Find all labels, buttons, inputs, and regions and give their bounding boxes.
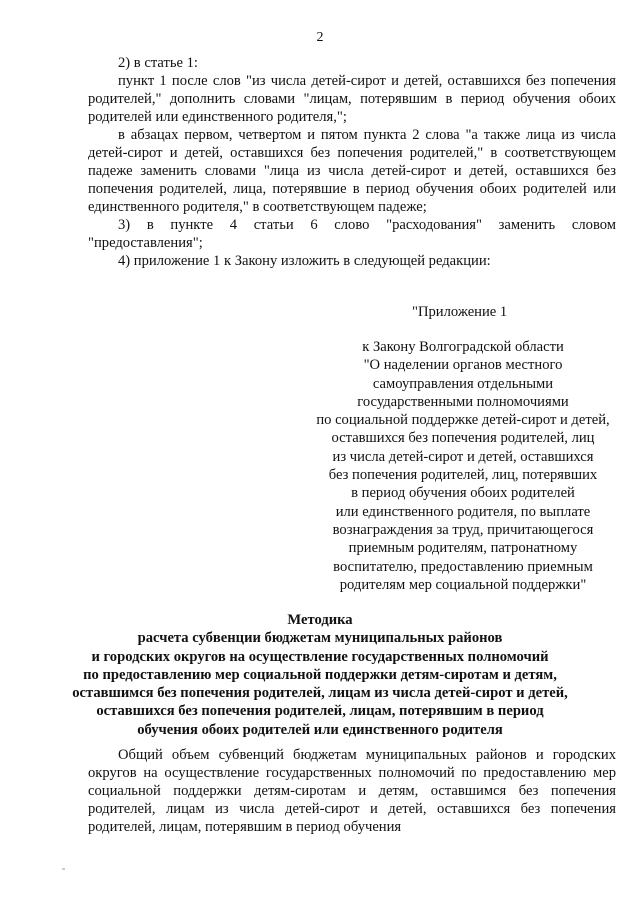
attachment-line: оставшихся без попечения родителей, лиц xyxy=(331,430,595,447)
methodology-heading xyxy=(0,611,640,739)
methodology-body xyxy=(88,746,616,836)
attachment-line: воспитателю, предоставлению приемным xyxy=(333,558,593,575)
amendment-text xyxy=(88,54,616,270)
scan-artifact xyxy=(62,868,65,870)
attachment-line: родителям мер социальной поддержки" xyxy=(339,576,587,593)
attachment-line: государственными полномочиями xyxy=(357,393,569,410)
methodology-title: Методика xyxy=(287,612,353,628)
attachment-line: по социальной поддержке детей-сирот и детей, xyxy=(316,412,610,429)
paragraph-point-1-amendment: пункт 1 после слов "из числа детей-сирот и детей, оставшихся без попечения родителей," дополнить словами "лицам, потерявшим в период обучения обоих родителей или единственного родителя,"; xyxy=(88,73,616,125)
attachment-caption xyxy=(300,338,626,594)
attachment-line: вознаграждения за труд, причитающегося xyxy=(332,521,594,538)
paragraph-total-subvention: Общий объем субвенций бюджетам муниципальных районов и городских округов на осуществление государственных полномочий по предоставлению мер социальной поддержки детям-сиротам и детям, оставшимся без попечения родителей, лицам из числа детей-сирот и детей, оставшихся без попечения родителей, лицам, потерявшим в период обучения xyxy=(88,747,616,835)
attachment-line: приемным родителям, патронатному xyxy=(348,540,578,557)
methodology-subtitle-line: расчета субвенции бюджетам муниципальных районов xyxy=(137,630,503,647)
paragraph-article-1-heading: 2) в статье 1: xyxy=(118,55,198,71)
paragraph-point-2-amendment: в абзацах первом, четвертом и пятом пункта 2 слова "а также лица из числа детей-сирот и детей, оставшихся без попечения родителей," в соответствующем падеже заменить словами "лица из числа детей-сирот и детей, оставшихся без попечения родителей, лица, потерявшие в период обучения обоих родителей или единственного родителя," в соответствующем падеже; xyxy=(88,127,616,215)
attachment-line: "О наделении органов местного xyxy=(363,357,563,374)
attachment-title: "Приложение 1 xyxy=(412,304,508,320)
attachment-line: к Закону Волгоградской области xyxy=(362,339,564,355)
attachment-line: самоуправления отдельными xyxy=(372,375,554,392)
attachment-line: без попечения родителей, лиц, потерявших xyxy=(328,467,598,484)
attachment-line: в период обучения обоих родителей xyxy=(351,485,575,502)
attachment-line: или единственного родителя, по выплате xyxy=(335,503,591,520)
paragraph-article-6-amendment: 3) в пункте 4 статьи 6 слово "расходования" заменить словом "предоставления"; xyxy=(88,217,616,251)
methodology-subtitle-line: по предоставлению мер социальной поддержки детям-сиротам и детям, xyxy=(83,666,557,683)
methodology-subtitle-line: и городских округов на осуществление государственных полномочий xyxy=(91,648,549,665)
methodology-subtitle-line: обучения обоих родителей или единственного родителя xyxy=(137,721,503,738)
paragraph-appendix-intro: 4) приложение 1 к Закону изложить в следующей редакции: xyxy=(118,253,491,269)
methodology-subtitle-line: оставшимся без попечения родителей, лицам из числа детей-сирот и детей, xyxy=(72,685,568,702)
page-number: 2 xyxy=(316,30,324,45)
methodology-subtitle-line: оставшихся без попечения родителей, лицам, потерявшим в период xyxy=(96,703,544,720)
attachment-line: из числа детей-сирот и детей, оставшихся xyxy=(332,448,594,465)
